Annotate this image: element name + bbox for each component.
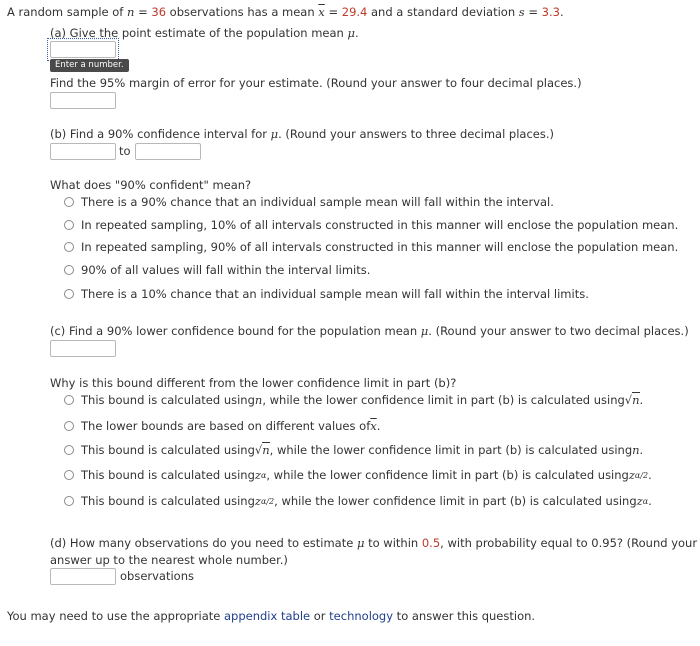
radio-button[interactable] [64, 242, 74, 252]
radio-button[interactable] [64, 289, 74, 299]
radio-button[interactable] [64, 445, 74, 455]
radio-button[interactable] [64, 496, 74, 506]
lower-bound-input[interactable] [50, 340, 116, 357]
bound-option-5[interactable]: This bound is calculated using z α/2 , while the lower confidence limit in part (b) is calculated using z α . [64, 494, 652, 508]
ci-lower-input[interactable] [50, 143, 116, 160]
part-c-prompt: (c) Find a 90% lower confidence bound for the population mean μ. (Round your answer to two decimal places.) [50, 324, 689, 338]
confident-option-3[interactable]: In repeated sampling, 90% of all intervals constructed in this manner will enclose the population mean. [64, 240, 678, 254]
enter-number-tooltip: Enter a number. [50, 59, 129, 72]
ci-upper-input[interactable] [135, 143, 201, 160]
footer-note: You may need to use the appropriate appendix table or technology to answer this question. [7, 609, 536, 623]
radio-button[interactable] [64, 470, 74, 480]
sqrt-symbol: √ [624, 392, 633, 407]
point-estimate-input[interactable] [50, 41, 116, 58]
part-d-prompt: (d) How many observations do you need to estimate μ to within 0.5, with probability equal to 0.95? (Round your [50, 536, 698, 550]
margin-error-prompt: Find the 95% margin of error for your estimate. (Round your answer to four decimal places.) [50, 76, 582, 90]
radio-button[interactable] [64, 421, 74, 431]
sqrt-symbol: √ [254, 442, 263, 457]
mean-value: 29.4 [341, 5, 368, 19]
ci-to-label: to [119, 144, 131, 158]
problem-intro: A random sample of n = 36 observations has a mean $\overline{x} = 29.4$ and a standard deviation s = 3.3. [7, 5, 564, 19]
observations-unit: observations [120, 569, 195, 583]
part-d-prompt-line2: answer up to the nearest whole number.) [50, 553, 288, 567]
confident-option-5[interactable]: There is a 10% chance that an individual sample mean will fall within the interval limits. [64, 287, 589, 301]
bound-option-3[interactable]: This bound is calculated using √ n , while the lower confidence limit in part (b) is calculated using n . [64, 442, 643, 457]
sd-value: 3.3 [541, 5, 560, 19]
radio-button[interactable] [64, 265, 74, 275]
technology-link[interactable]: technology [329, 609, 394, 623]
confident-question: What does "90% confident" mean? [50, 178, 252, 192]
sample-size-value: 36 [151, 5, 167, 19]
part-a-prompt: (a) Give the point estimate of the population mean μ. [50, 26, 359, 40]
margin-error-input[interactable] [50, 92, 116, 109]
within-value: 0.5 [421, 536, 441, 550]
radio-button[interactable] [64, 197, 74, 207]
bound-option-2[interactable]: The lower bounds are based on different values of $\overline{x}$ . [64, 419, 380, 433]
observations-input[interactable] [50, 568, 116, 585]
confident-option-2[interactable]: In repeated sampling, 10% of all intervals constructed in this manner will enclose the population mean. [64, 218, 678, 232]
confident-option-1[interactable]: There is a 90% chance that an individual sample mean will fall within the interval. [64, 195, 554, 209]
bound-option-1[interactable]: This bound is calculated using n , while the lower confidence limit in part (b) is calculated using √ n . [64, 392, 643, 407]
confident-option-4[interactable]: 90% of all values will fall within the interval limits. [64, 263, 370, 277]
part-b-prompt: (b) Find a 90% confidence interval for μ. (Round your answers to three decimal places.) [50, 127, 555, 141]
bound-question: Why is this bound different from the lower confidence limit in part (b)? [50, 376, 457, 390]
radio-button[interactable] [64, 220, 74, 230]
bound-option-4[interactable]: This bound is calculated using z α , while the lower confidence limit in part (b) is calculated using z α/2 . [64, 468, 652, 482]
radio-button[interactable] [64, 395, 74, 405]
appendix-table-link[interactable]: appendix table [224, 609, 311, 623]
